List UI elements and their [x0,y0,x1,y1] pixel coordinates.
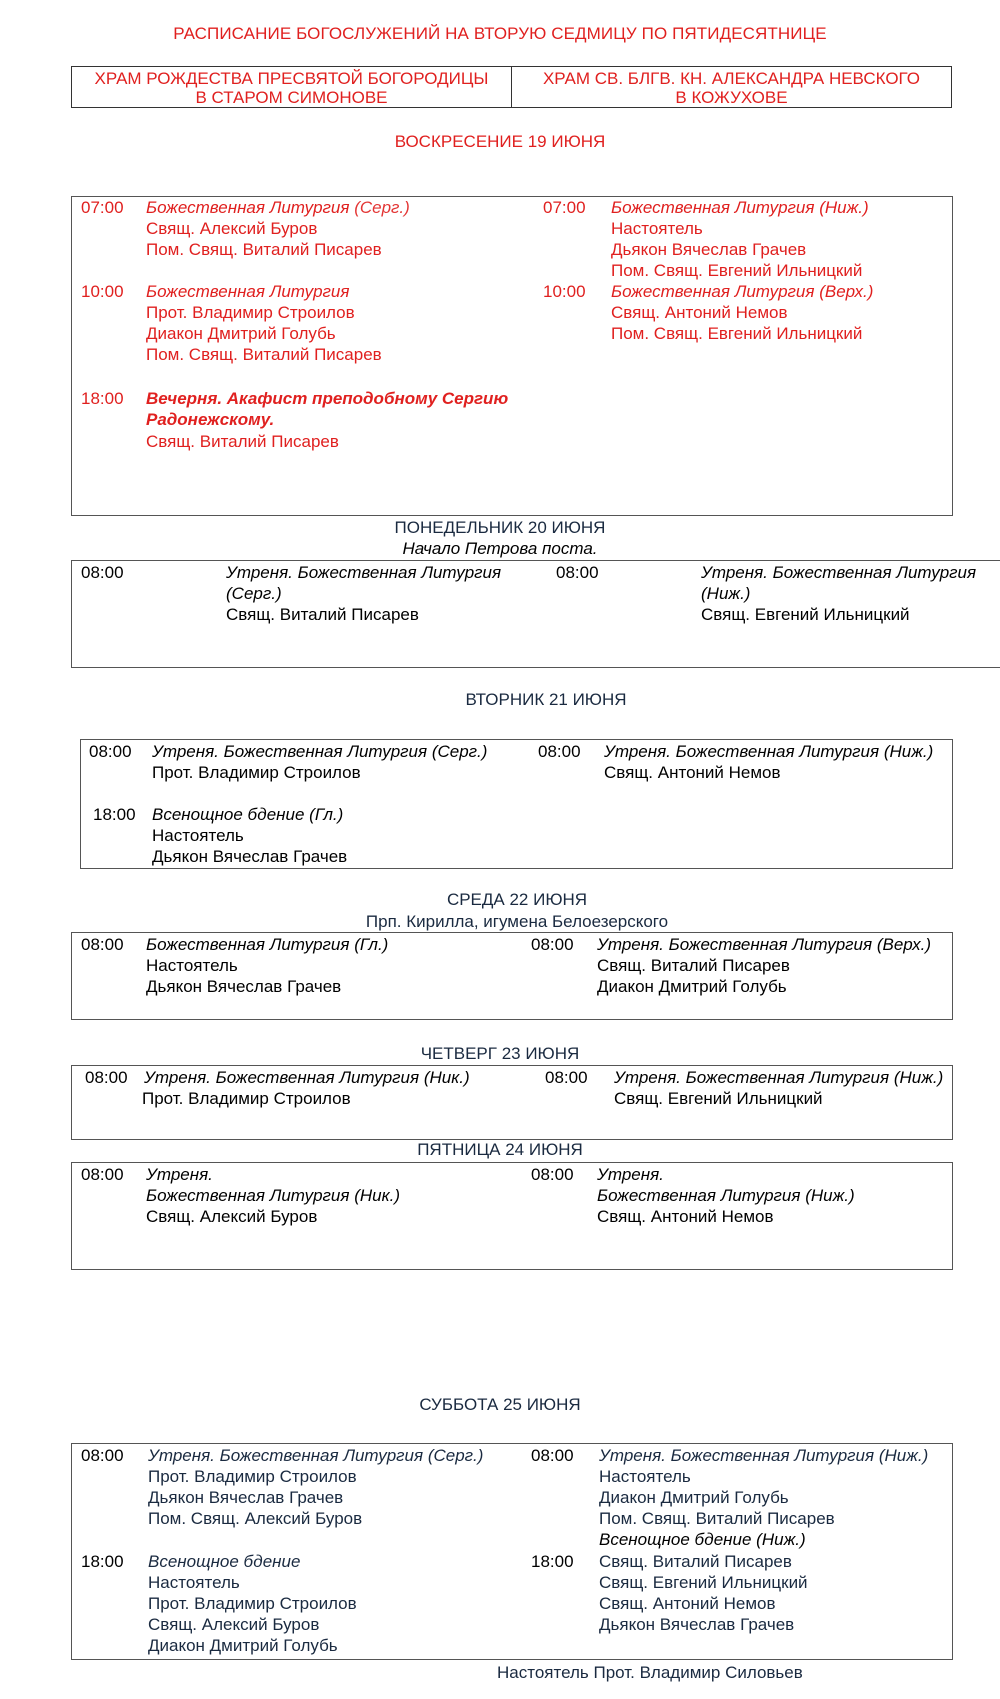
service-title: Утреня. Божественная Литургия (Ниж.) Свящ. Антоний Немов [597,1165,855,1226]
clergy-list: Свящ. Алексий Буров Пом. Свящ. Виталий Писарев [146,219,382,259]
service-title: Божественная Литургия (Верх.) [611,282,874,301]
clergy-list: Настоятель Диакон Дмитрий Голубь Пом. Свящ. Виталий Писарев Всенощное бдение (Ниж.) [599,1467,835,1549]
service-time: 08:00 [81,1446,124,1465]
service-time: 18:00 [531,1552,574,1571]
clergy-name: Прот. Владимир Строилов [142,1089,351,1108]
service-title: Утреня. Божественная Литургия (Серг.) [152,742,488,761]
church-left [72,67,512,107]
service-title: Божественная Литургия [146,282,350,301]
clergy-list: Настоятель Дьякон Вячеслав Грачев [146,956,342,996]
service-title: Утреня. Божественная Литургия (Ниж.) [599,1446,929,1465]
service-title: Всенощное бдение (Гл.) [152,805,344,824]
service-title: Утреня. Божественная Литургия (Серг.) Свящ. Виталий Писарев [226,563,502,624]
clergy-list: Настоятель Прот. Владимир Строилов Свящ. Алексий Буров Диакон Дмитрий Голубь [148,1573,357,1655]
service-time: 07:00 [81,198,124,217]
service-time: 08:00 [531,1165,574,1184]
service-time: 08:00 [545,1068,588,1087]
clergy-name: Свящ. Антоний Немов [604,763,781,782]
service-title: Утреня. Божественная Литургия (Ник.) [144,1068,470,1087]
church-right-line2: В КОЖУХОВЕ [675,88,788,107]
day-heading-monday: ПОНЕДЕЛЬНИК 20 ИЮНЯ [394,518,606,537]
service-title: Божественная Литургия (Ниж.) [611,198,869,217]
clergy-list: Свящ. Антоний Немов Пом. Свящ. Евгений Ильницкий [611,303,863,343]
service-time: 08:00 [81,935,124,954]
service-time: 08:00 [531,1446,574,1465]
service-title: Божественная Литургия (Гл.) [146,935,389,954]
clergy-list: Настоятель Дьякон Вячеслав Грачев Пом. Свящ. Евгений Ильницкий [611,219,863,280]
service-time: 08:00 [89,742,132,761]
day-heading-saturday: СУББОТА 25 ИЮНЯ [419,1395,581,1414]
service-time: 18:00 [81,1552,124,1571]
service-time: 10:00 [543,282,586,301]
page-title: РАСПИСАНИЕ БОГОСЛУЖЕНИЙ НА ВТОРУЮ СЕДМИЦУ ПО ПЯТИДЕСЯТНИЦЕ [173,24,827,43]
rector-signature: Настоятель Прот. Владимир Силовьев [497,1663,803,1682]
clergy-name: Свящ. Евгений Ильницкий [614,1089,823,1108]
day-note-monday: Начало Петрова поста. [402,539,598,558]
church-header-table [71,66,952,108]
service-title: Вечерня. Акафист преподобному Сергию Радонежскому. [146,389,509,429]
church-right-line1: ХРАМ СВ. БЛГВ. КН. АЛЕКСАНДРА НЕВСКОГО [542,69,921,88]
service-time: 08:00 [81,563,124,582]
service-time: 18:00 [81,389,124,408]
clergy-list: Настоятель Дьякон Вячеслав Грачев [152,826,348,866]
day-heading-thursday: ЧЕТВЕРГ 23 ИЮНЯ [420,1044,580,1063]
service-time: 08:00 [85,1068,128,1087]
service-time: 08:00 [81,1165,124,1184]
day-note-wednesday: Прп. Кирилла, игумена Белоезерского [365,912,669,931]
service-title: Утреня. Божественная Литургия (Ник.) Свящ. Алексий Буров [146,1165,401,1226]
service-title: Утреня. Божественная Литургия (Ниж.) [614,1068,944,1087]
service-time: 08:00 [531,935,574,954]
day-heading-sunday: ВОСКРЕСЕНИЕ 19 ИЮНЯ [394,132,606,151]
service-time: 10:00 [81,282,124,301]
service-title: Всенощное бдение [148,1552,301,1571]
service-time: 08:00 [556,563,599,582]
service-title: Божественная Литургия (Серг.) [146,198,410,217]
clergy-list: Свящ. Виталий Писарев Свящ. Евгений Ильницкий Свящ. Антоний Немов Дьякон Вячеслав Грачев [599,1552,808,1634]
service-time: 07:00 [543,198,586,217]
clergy-list: Прот. Владимир Строилов Дьякон Вячеслав Грачев Пом. Свящ. Алексий Буров [148,1467,363,1528]
church-right [512,67,951,107]
day-heading-tuesday: ВТОРНИК 21 ИЮНЯ [465,690,627,709]
church-left-line1: ХРАМ РОЖДЕСТВА ПРЕСВЯТОЙ БОГОРОДИЦЫ [94,69,489,88]
service-title: Утреня. Божественная Литургия (Верх.) [597,935,932,954]
clergy-list: Свящ. Виталий Писарев Диакон Дмитрий Голубь [597,956,790,996]
day-heading-friday: ПЯТНИЦА 24 ИЮНЯ [417,1140,583,1159]
service-title: Утреня. Божественная Литургия (Ниж.) [604,742,934,761]
day-heading-wednesday: СРЕДА 22 ИЮНЯ [446,890,588,909]
service-time: 08:00 [538,742,581,761]
clergy-name: Прот. Владимир Строилов [152,763,361,782]
service-title: Утреня. Божественная Литургия (Ниж.) Свящ. Евгений Ильницкий [701,563,977,624]
service-time: 18:00 [93,805,136,824]
clergy-name: Свящ. Виталий Писарев [146,432,339,451]
clergy-list: Прот. Владимир Строилов Диакон Дмитрий Голубь Пом. Свящ. Виталий Писарев [146,303,382,364]
church-left-line2: В СТАРОМ СИМОНОВЕ [195,88,388,107]
service-title: Утреня. Божественная Литургия (Серг.) [148,1446,484,1465]
